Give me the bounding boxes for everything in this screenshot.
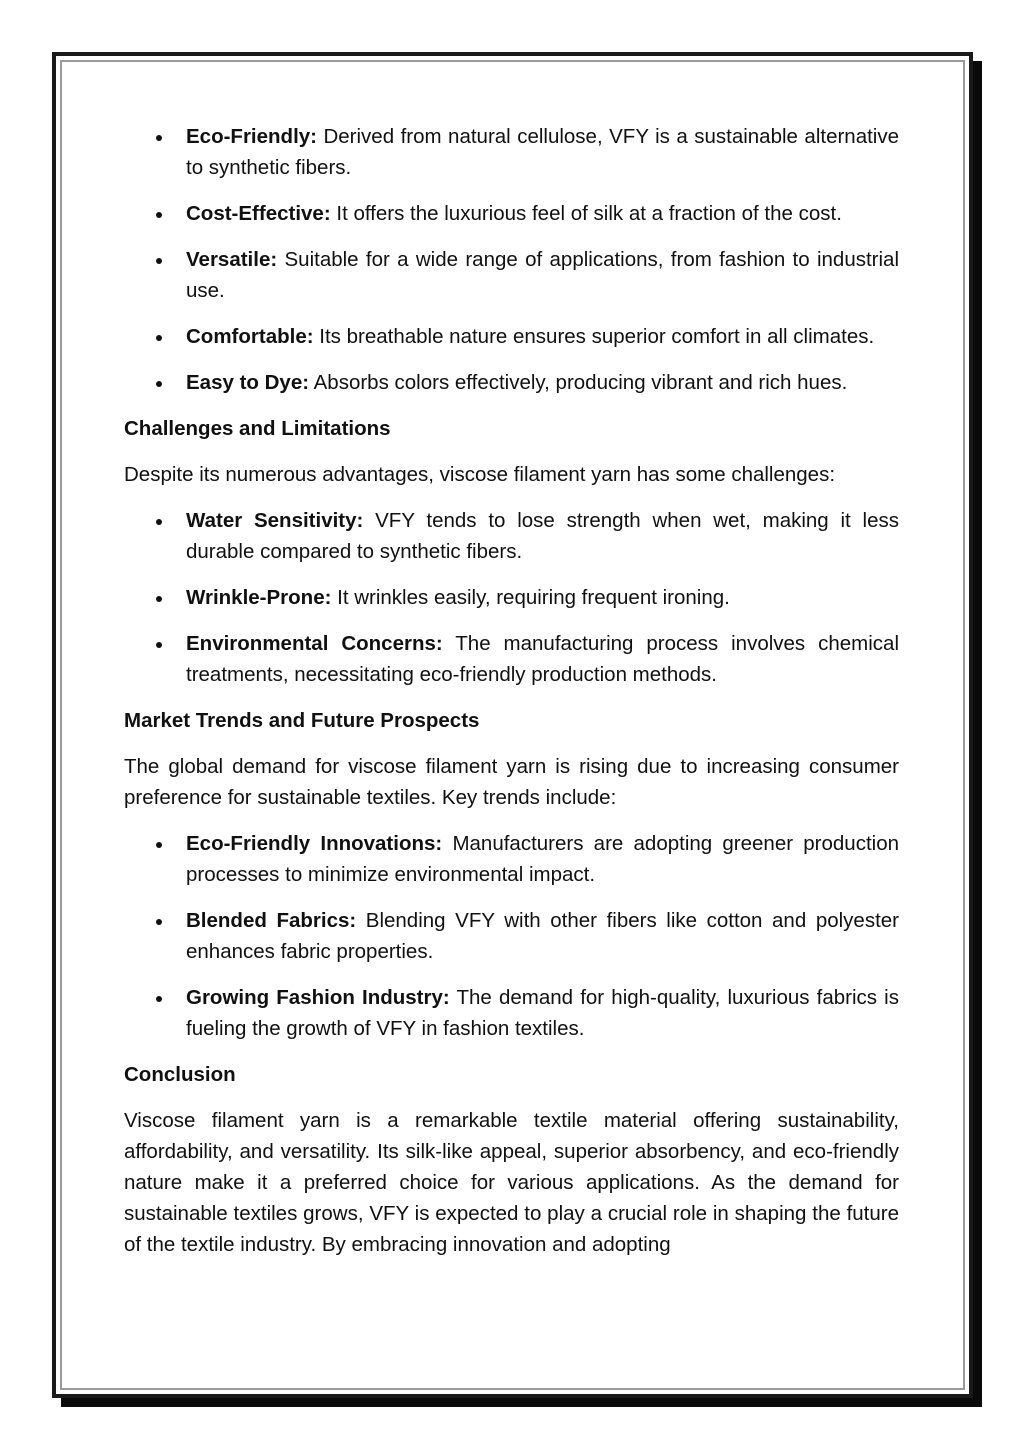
item-term: Easy to Dye: <box>186 371 310 394</box>
item-term: Environmental Concerns: <box>186 632 443 655</box>
section-heading-market: Market Trends and Future Prospects <box>124 709 480 732</box>
bullet-icon <box>156 596 162 602</box>
item-text: Its breathable nature ensures superior comfort in all climates. <box>313 325 875 348</box>
bullet-icon <box>156 842 162 848</box>
list-item <box>124 982 899 1044</box>
bullet-icon <box>156 135 162 141</box>
list-item <box>124 244 899 306</box>
item-term: Eco-Friendly: <box>186 125 317 148</box>
list-item <box>124 505 899 567</box>
item-term: Wrinkle-Prone: <box>186 586 332 609</box>
item-text: Derived from natural cellulose, VFY is a sustainable alternative to synthetic fibers. <box>186 125 899 179</box>
bullet-icon <box>156 519 162 525</box>
item-text: The manufacturing process involves chemical treatments, necessitating eco-friendly production methods. <box>186 632 899 686</box>
item-text: It wrinkles easily, requiring frequent ironing. <box>331 586 730 609</box>
item-term: Growing Fashion Industry: <box>186 986 450 1009</box>
item-text: It offers the luxurious feel of silk at a fraction of the cost. <box>330 202 842 225</box>
section-heading-conclusion: Conclusion <box>124 1063 236 1086</box>
challenges-intro: Despite its numerous advantages, viscose filament yarn has some challenges: <box>124 463 836 486</box>
list-item <box>124 582 899 613</box>
item-term: Water Sensitivity: <box>186 509 364 532</box>
market-intro: The global demand for viscose filament yarn is rising due to increasing consumer preference for sustainable textiles. Key trends include: <box>124 755 899 809</box>
bullet-icon <box>156 335 162 341</box>
list-item <box>124 828 899 890</box>
item-text: The demand for high-quality, luxurious fabrics is fueling the growth of VFY in fashion textiles. <box>186 986 899 1040</box>
list-item <box>124 121 899 183</box>
item-text: Manufacturers are adopting greener production processes to minimize environmental impact. <box>186 832 899 886</box>
item-term: Versatile: <box>186 248 278 271</box>
item-term: Comfortable: <box>186 325 314 348</box>
market-trends-list <box>124 828 899 1044</box>
item-text: VFY tends to lose strength when wet, making it less durable compared to synthetic fibers. <box>186 509 899 563</box>
list-item <box>124 198 899 229</box>
bullet-icon <box>156 919 162 925</box>
item-text: Absorbs colors effectively, producing vibrant and rich hues. <box>309 371 848 394</box>
list-item <box>124 321 899 352</box>
bullet-icon <box>156 258 162 264</box>
bullet-icon <box>156 996 162 1002</box>
bullet-icon <box>156 381 162 387</box>
list-item <box>124 628 899 690</box>
section-heading-challenges: Challenges and Limitations <box>124 417 391 440</box>
challenges-list <box>124 505 899 690</box>
item-term: Eco-Friendly Innovations: <box>186 832 443 855</box>
document-content <box>124 121 899 1275</box>
item-term: Blended Fabrics: <box>186 909 357 932</box>
bullet-icon <box>156 642 162 648</box>
bullet-icon <box>156 212 162 218</box>
list-item <box>124 367 899 398</box>
benefits-list <box>124 121 899 398</box>
item-text: Blending VFY with other fibers like cotton and polyester enhances fabric properties. <box>186 909 899 963</box>
item-text: Suitable for a wide range of applications, from fashion to industrial use. <box>186 248 899 302</box>
conclusion-body: Viscose filament yarn is a remarkable textile material offering sustainability, affordability, and versatility. Its silk-like appeal, superior absorbency, and eco-friendly nature make it a preferred choice for various applications. As the demand for sustainable textiles grows, VFY is expected to play a crucial role in shaping the future of the textile industry. By embracing innovation and adopting <box>124 1109 899 1256</box>
list-item <box>124 905 899 967</box>
item-term: Cost-Effective: <box>186 202 331 225</box>
